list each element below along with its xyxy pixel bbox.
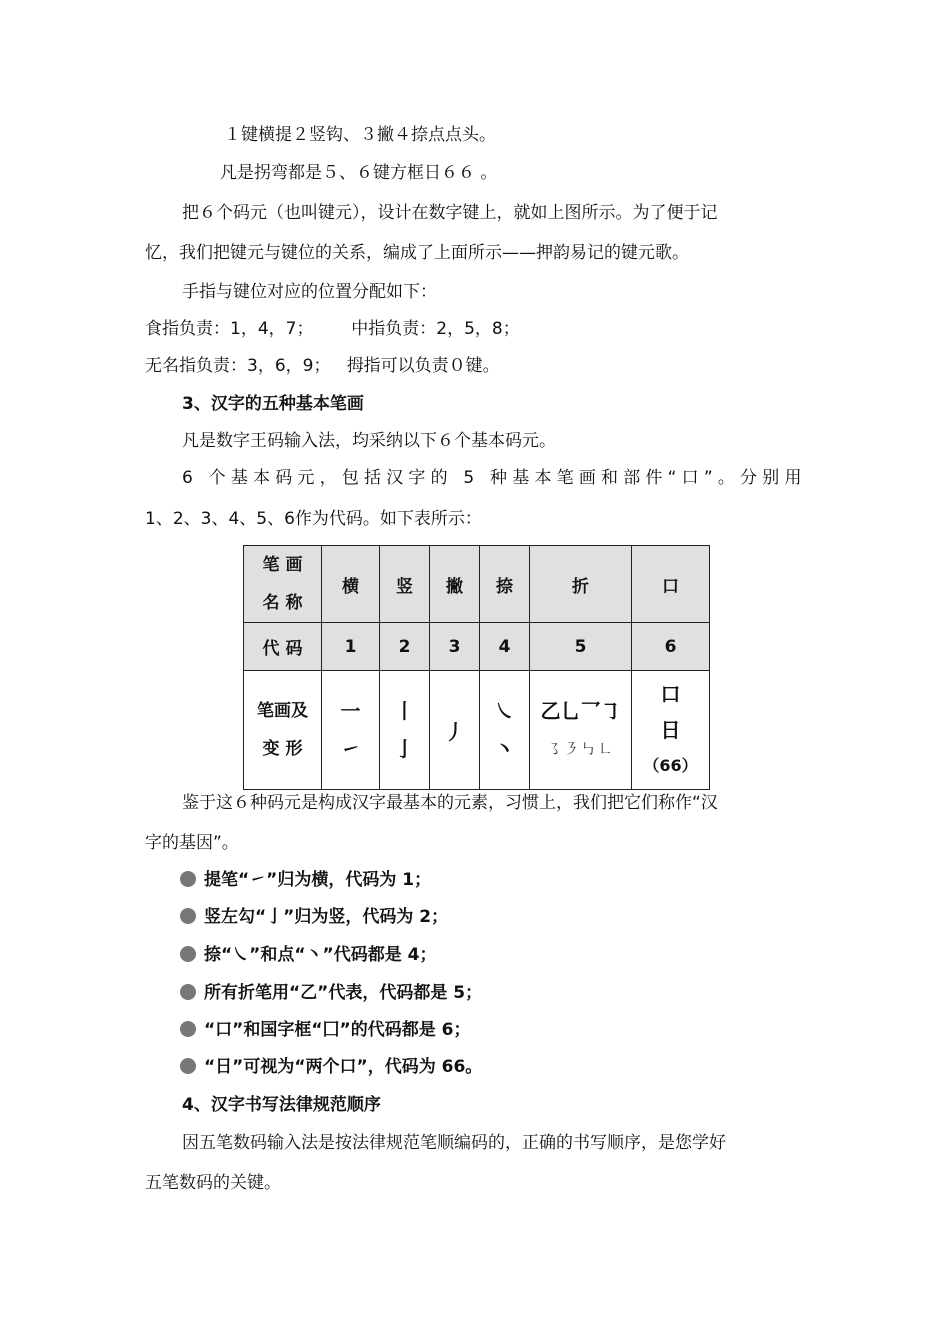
- variant-4-a: ㇏: [494, 699, 515, 723]
- table-row-codes: [244, 623, 710, 671]
- name-label-cell: [244, 546, 322, 623]
- section4-heading: 4、汉字书写法律规范顺序: [182, 1095, 381, 1115]
- bullet-icon: [180, 908, 196, 924]
- variant-5-b: ㇌㇋㇉㇗: [546, 740, 615, 758]
- code-label: 代 码: [244, 623, 322, 671]
- variant-6-c: （66）: [643, 756, 698, 775]
- variant-cell-1: [322, 671, 380, 790]
- para2-line-1: 鉴于这６种码元是构成汉字最基本的元素，习惯上，我们把它们称作“汉: [182, 793, 718, 813]
- section3-para-2-line-2: 1、2、3、4、5、6作为代码。如下表所示：: [145, 509, 482, 529]
- section4-line-2: 五笔数码的关键。: [145, 1173, 281, 1193]
- bullet-text-1: 提笔“㇀”归为横，代码为 1；: [204, 870, 432, 890]
- variant-cell-3: [430, 671, 480, 790]
- bullet-text-3: 捺“㇏”和点“丶”代码都是 4；: [204, 945, 437, 965]
- variant-2-a: 丨: [394, 699, 415, 723]
- variant-label-1: 笔画及: [257, 701, 308, 721]
- stroke-code-2: 2: [380, 623, 430, 671]
- stroke-name-3: 撇: [430, 546, 480, 623]
- table-row-names: [244, 546, 710, 623]
- stroke-code-3: 3: [430, 623, 480, 671]
- variant-4-b: 丶: [494, 737, 515, 761]
- section3-heading: 3、汉字的五种基本笔画: [182, 394, 364, 414]
- song-line-2: 凡是拐弯都是５、６键方框日６６ 。: [220, 163, 498, 183]
- name-label-2: 名 称: [262, 593, 303, 613]
- variant-5-a: 乙乚乛㇆: [540, 699, 621, 723]
- bullet-item-1: [180, 869, 431, 891]
- stroke-name-4: 捺: [480, 546, 530, 623]
- variant-1-a: 一: [340, 699, 361, 723]
- para2-line-2: 字的基因”。: [145, 833, 239, 853]
- variant-cell-5: [530, 671, 632, 790]
- bullet-icon: [180, 1058, 196, 1074]
- bullet-text-4: 所有折笔用“乙”代表，代码都是 5；: [204, 983, 483, 1003]
- bullet-item-4: [180, 982, 482, 1004]
- bullet-item-5: [180, 1019, 470, 1041]
- variant-label-2: 变 形: [262, 739, 303, 759]
- song-line-1: １键横提２竖钩、３撇４捺点点头。: [224, 125, 496, 145]
- stroke-name-1: 横: [322, 546, 380, 623]
- fingers-line-2: 无名指负责：3，6，9； 拇指可以负责０键。: [145, 356, 500, 376]
- bullet-text-5: “口”和国字框“囗”的代码都是 6；: [204, 1020, 471, 1040]
- bullet-item-3: [180, 944, 436, 966]
- section3-para-1: 凡是数字王码输入法，均采纳以下６个基本码元。: [182, 431, 556, 451]
- variant-3-a: 丿: [444, 719, 465, 744]
- bullet-icon: [180, 1021, 196, 1037]
- bullet-icon: [180, 984, 196, 1000]
- bullet-item-2: [180, 906, 448, 928]
- para1-line-1: 把６个码元（也叫键元），设计在数字键上，就如上图所示。为了便于记: [182, 203, 718, 223]
- variant-2-b: 亅: [394, 737, 415, 761]
- fingers-intro: 手指与键位对应的位置分配如下：: [182, 282, 437, 302]
- section4-line-1: 因五笔数码输入法是按法律规范笔顺编码的，正确的书写顺序，是您学好: [182, 1133, 726, 1153]
- section3-para-2-line-1: 6 个基本码元，包括汉字的 5 种基本笔画和部件“口”。分别用: [182, 468, 807, 488]
- variant-label-cell: [244, 671, 322, 790]
- variant-cell-2: [380, 671, 430, 790]
- para1-line-2: 忆，我们把键元与键位的关系，编成了上面所示——押韵易记的键元歌。: [145, 243, 689, 263]
- variant-cell-6: [632, 671, 710, 790]
- stroke-name-5: 折: [530, 546, 632, 623]
- bullet-text-2: 竖左勾“亅”归为竖，代码为 2；: [204, 907, 449, 927]
- variant-cell-4: [480, 671, 530, 790]
- stroke-code-5: 5: [530, 623, 632, 671]
- name-label-1: 笔 画: [262, 555, 303, 575]
- stroke-table: [243, 545, 710, 790]
- variant-1-b: ㇀: [340, 737, 361, 761]
- variant-6-b: 日: [660, 718, 681, 742]
- stroke-code-1: 1: [322, 623, 380, 671]
- stroke-code-4: 4: [480, 623, 530, 671]
- fingers-line-1: 食指负责：1，4，7； 中指负责：2，5，8；: [145, 319, 520, 339]
- stroke-name-6: 口: [632, 546, 710, 623]
- stroke-name-2: 竖: [380, 546, 430, 623]
- bullet-icon: [180, 871, 196, 887]
- table-row-variants: [244, 671, 710, 790]
- variant-6-a: 口: [660, 682, 681, 706]
- bullet-item-6: [180, 1056, 482, 1078]
- bullet-text-6: “日”可视为“两个口”，代码为 66。: [204, 1057, 483, 1077]
- stroke-code-6: 6: [632, 623, 710, 671]
- bullet-icon: [180, 946, 196, 962]
